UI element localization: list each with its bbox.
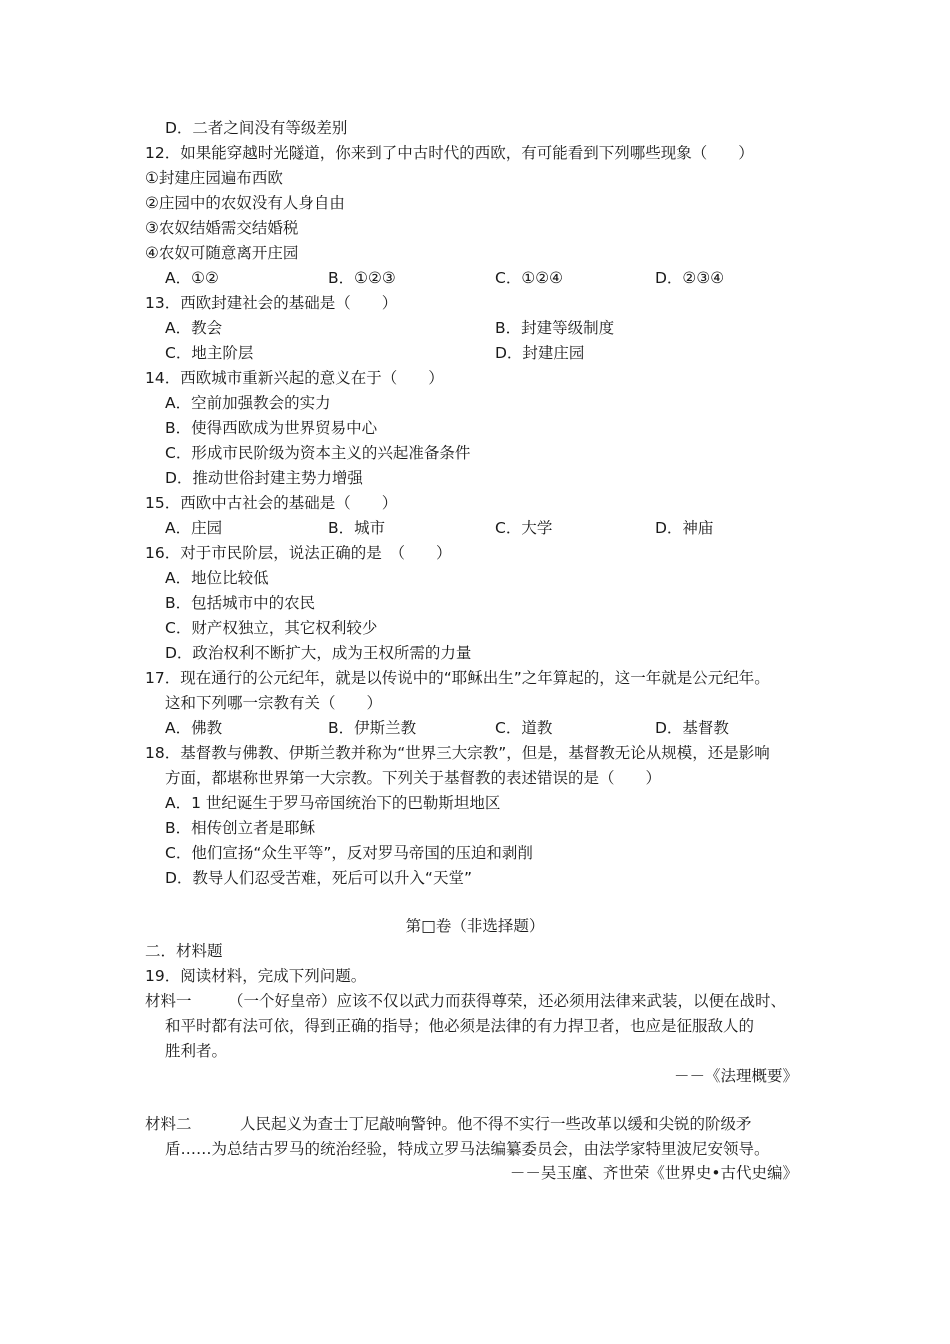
material1-line1: （一个好皇帝）应该不仅以武力而获得尊荣，还必须用法律来武装，以便在战时、 [228, 992, 787, 1010]
material2-label: 材料二 [145, 1115, 192, 1133]
q17-option-b: B．伊斯兰教 [328, 719, 417, 737]
q13-option-c: C．地主阶层 [165, 344, 254, 362]
q16-option-a: A．地位比较低 [165, 569, 269, 587]
q14-option-a: A．空前加强教会的实力 [165, 394, 331, 412]
q18-option-c: C．他们宣扬“众生平等”，反对罗马帝国的压迫和剥削 [165, 844, 533, 862]
q15-option-d: D．神庙 [655, 519, 714, 537]
q12-option-d: D．②③④ [655, 269, 725, 287]
material1-label: 材料一 [145, 992, 192, 1010]
q14-option-b: B．使得西欧成为世界贸易中心 [165, 419, 378, 437]
q15-option-a: A．庄园 [165, 519, 223, 537]
q16-option-b: B．包括城市中的农民 [165, 594, 316, 612]
q13-stem: 13．西欧封建社会的基础是（ ） [145, 294, 398, 312]
q17-stem-line2: 这和下列哪一宗教有关（ ） [165, 694, 383, 712]
q15-option-c: C．大学 [495, 519, 553, 537]
q16-stem: 16．对于市民阶层，说法正确的是 （ ） [145, 544, 452, 562]
q12-item-4: ④农奴可随意离开庄园 [145, 244, 299, 262]
q12-option-a: A．①② [165, 269, 219, 287]
q18-option-d: D．教导人们忍受苦难，死后可以升入“天堂” [165, 869, 472, 887]
q16-option-d: D．政治权利不断扩大，成为王权所需的力量 [165, 644, 472, 662]
q16-option-c: C．财产权独立，其它权利较少 [165, 619, 378, 637]
q18-stem-line1: 18．基督教与佛教、伊斯兰教并称为“世界三大宗教”，但是，基督教无论从规模，还是影响 [145, 744, 770, 762]
material1-line3: 胜利者。 [165, 1042, 228, 1060]
material1-source: －－《法理概要》 [673, 1067, 798, 1085]
q17-option-a: A．佛教 [165, 719, 223, 737]
q13-option-a: A．教会 [165, 319, 223, 337]
q17-option-d: D．基督教 [655, 719, 729, 737]
q18-option-a: A．1 世纪诞生于罗马帝国统治下的巴勒斯坦地区 [165, 794, 501, 812]
q12-item-1: ①封建庄园遍布西欧 [145, 169, 283, 187]
q15-option-b: B．城市 [328, 519, 386, 537]
q18-stem-line2: 方面，都堪称世界第一大宗教。下列关于基督教的表述错误的是（ ） [165, 769, 662, 787]
q18-option-b: B．相传创立者是耶稣 [165, 819, 316, 837]
material2-source: －－吴玉廑、齐世荣《世界史•古代史编》 [509, 1164, 798, 1182]
part2-title: 第□卷（非选择题） [405, 917, 545, 935]
q15-stem: 15．西欧中古社会的基础是（ ） [145, 494, 398, 512]
material2-line2: 盾……为总结古罗马的统治经验，特成立罗马法编纂委员会，由法学家特里波尼安领导。 [165, 1140, 770, 1158]
q14-stem: 14．西欧城市重新兴起的意义在于（ ） [145, 369, 444, 387]
q14-option-d: D．推动世俗封建主势力增强 [165, 469, 363, 487]
q17-stem-line1: 17．现在通行的公元纪年，就是以传说中的“耶稣出生”之年算起的，这一年就是公元纪年。 [145, 669, 770, 687]
q12-item-3: ③农奴结婚需交结婚税 [145, 219, 299, 237]
q11-option-d: D．二者之间没有等级差别 [165, 119, 348, 137]
material2-line1: 人民起义为查士丁尼敲响警钟。他不得不实行一些改革以缓和尖锐的阶级矛 [240, 1115, 752, 1133]
q13-option-d: D．封建庄园 [495, 344, 585, 362]
q12-item-2: ②庄园中的农奴没有人身自由 [145, 194, 345, 212]
material1-line2: 和平时都有法可依，得到正确的指导；他必须是法律的有力捍卫者，也应是征服敌人的 [165, 1017, 755, 1035]
section-heading: 二．材料题 [145, 942, 223, 960]
q12-option-c: C．①②④ [495, 269, 564, 287]
q12-option-b: B．①②③ [328, 269, 396, 287]
q17-option-c: C．道教 [495, 719, 553, 737]
q13-option-b: B．封建等级制度 [495, 319, 615, 337]
q14-option-c: C．形成市民阶级为资本主义的兴起准备条件 [165, 444, 471, 462]
q19-stem: 19．阅读材料，完成下列问题。 [145, 967, 367, 985]
q12-stem: 12．如果能穿越时光隧道，你来到了中古时代的西欧，有可能看到下列哪些现象（ ） [145, 144, 754, 162]
